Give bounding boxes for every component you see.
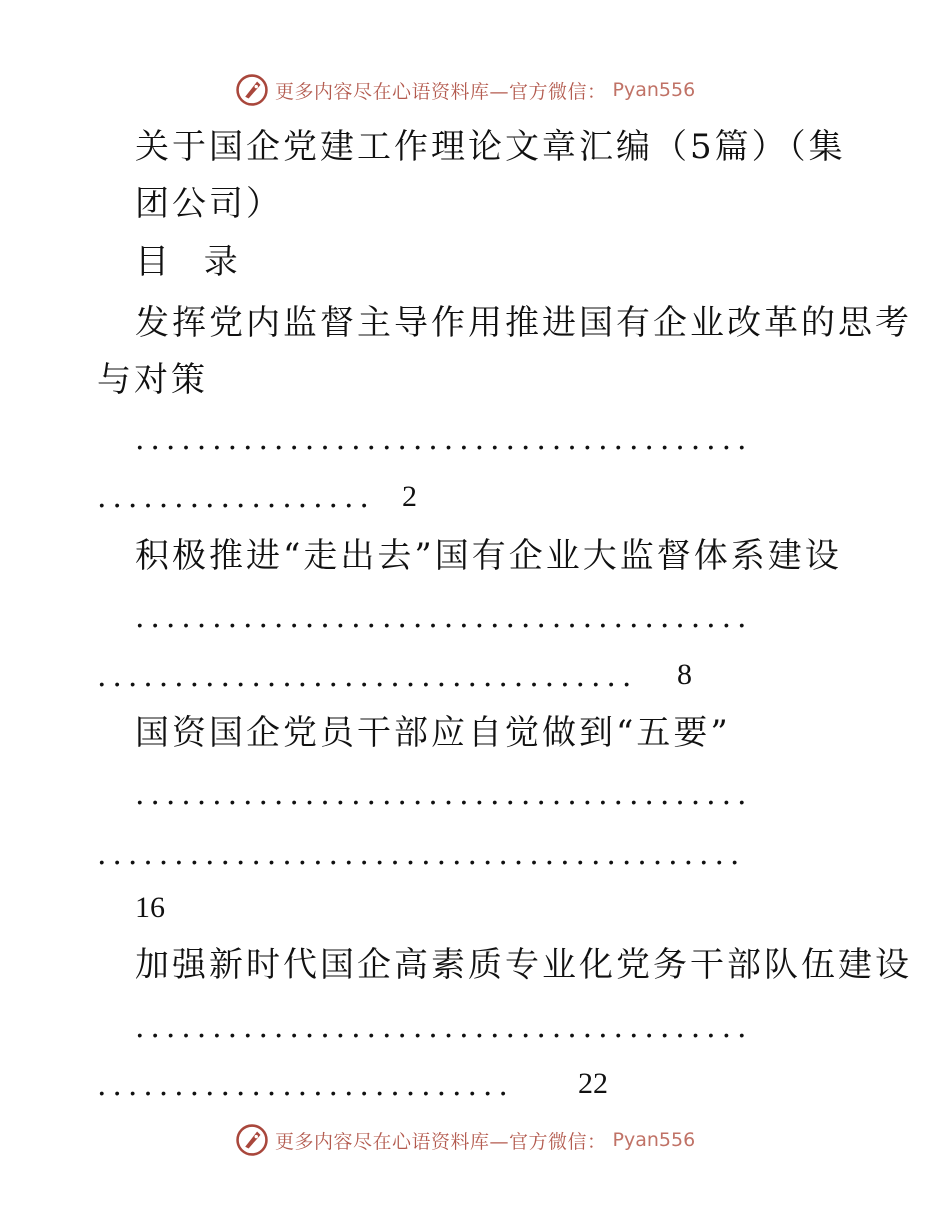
toc-entry-4-leader-dots-2: ........................... xyxy=(97,1068,514,1103)
toc-entry-2-leader-dots-2: ................................... xyxy=(97,659,638,694)
pen-nib-logo-icon xyxy=(235,73,269,107)
document-title-line1: 关于国企党建工作理论文章汇编（5篇）（集 xyxy=(135,127,846,167)
footer-banner xyxy=(235,1120,695,1160)
toc-heading: 目 录 xyxy=(135,242,250,282)
banner-text: 更多内容尽在心语资料库—官方微信： xyxy=(275,80,607,103)
toc-entry-4-page-number: 22 xyxy=(578,1067,608,1100)
toc-entry-1-title-line2: 与对策 xyxy=(97,360,208,400)
toc-entry-2-title: 积极推进“走出去”国有企业大监督体系建设 xyxy=(135,536,842,576)
banner-wechat-id: Pyan556 xyxy=(612,79,696,101)
toc-entry-3-leader-dots-1: ........................................ xyxy=(135,777,753,812)
toc-entry-2-leader-dots-1: ........................................ xyxy=(135,600,753,635)
header-banner xyxy=(235,70,695,110)
toc-entry-3-title: 国资国企党员干部应自觉做到“五要” xyxy=(135,713,731,753)
pen-nib-logo-icon xyxy=(235,1123,269,1157)
toc-entry-1-leader-dots-2: .................. xyxy=(97,480,375,515)
toc-entry-3-leader-dots-2: .......................................... xyxy=(97,837,746,872)
banner-wechat-id: Pyan556 xyxy=(612,1129,696,1151)
banner-text: 更多内容尽在心语资料库—官方微信： xyxy=(275,1130,607,1153)
toc-entry-2-page-number: 8 xyxy=(677,658,692,691)
toc-entry-3-page-number: 16 xyxy=(135,891,165,924)
toc-entry-4-title: 加强新时代国企高素质专业化党务干部队伍建设 xyxy=(135,945,912,985)
toc-entry-1-page-number: 2 xyxy=(402,480,417,513)
toc-entry-1-title-line1: 发挥党内监督主导作用推进国有企业改革的思考 xyxy=(135,303,912,343)
toc-entry-1-leader-dots-1: ........................................ xyxy=(135,422,753,457)
document-title-line2: 团公司） xyxy=(135,184,283,224)
toc-entry-4-leader-dots-1: ........................................ xyxy=(135,1010,753,1045)
